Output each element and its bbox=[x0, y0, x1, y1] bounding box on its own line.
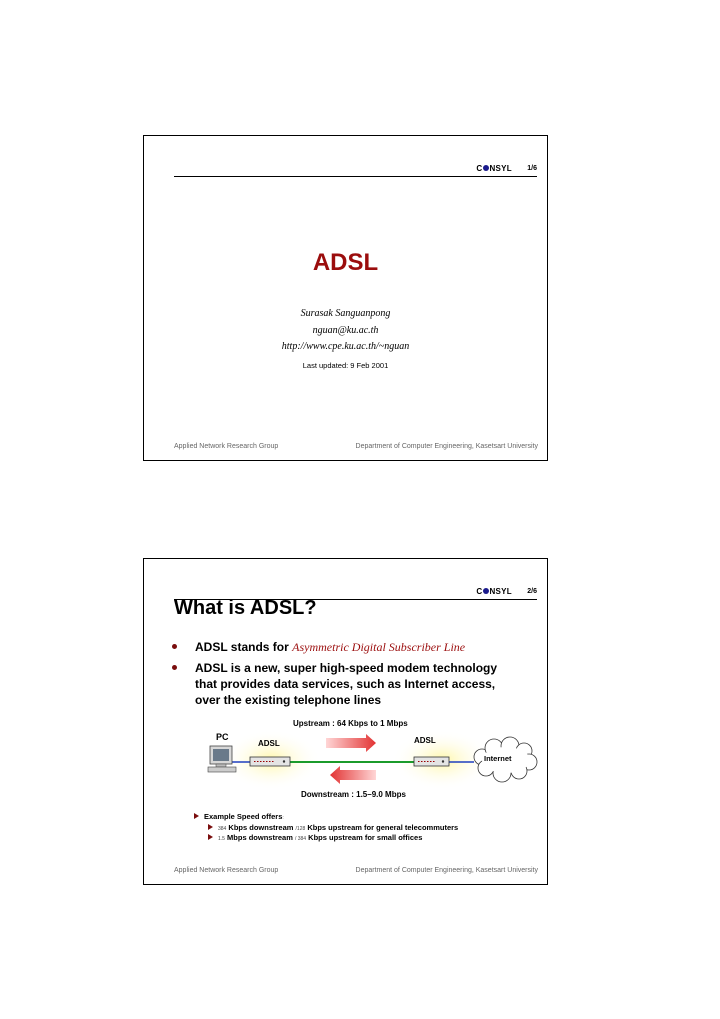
downstream-arrow-icon bbox=[330, 766, 376, 784]
page-number: 1/6 bbox=[527, 165, 537, 172]
example-speed-offer-2: 1.5 Mbps downstream / 384 Kbps upstream for small offices bbox=[208, 833, 422, 842]
upstream-arrow-icon bbox=[326, 734, 376, 752]
triangle-bullet-icon bbox=[208, 824, 213, 830]
last-updated: Last updated: 9 Feb 2001 bbox=[302, 361, 389, 370]
bullet-text: ADSL is a new, super high-speed modem technology that provides data services, such as Internet access, over the existing telephone lines bbox=[195, 661, 498, 707]
adsl-modem-left-icon bbox=[250, 757, 290, 766]
adsl-modem-left-label: ADSL bbox=[258, 739, 280, 748]
example-speed-heading: Example Speed offers: bbox=[194, 812, 284, 821]
page-number: 2/6 bbox=[527, 588, 537, 595]
footer-group: Applied Network Research Group bbox=[174, 443, 279, 450]
adsl-modem-right-label: ADSL bbox=[414, 736, 436, 745]
slide-2 bbox=[143, 558, 548, 885]
slide-title: What is ADSL? bbox=[174, 597, 317, 619]
footer-department: Department of Computer Engineering, Kasetsart University bbox=[355, 867, 538, 874]
downstream-label: Downstream : 1.5–9.0 Mbps bbox=[301, 790, 406, 799]
pc-label: PC bbox=[216, 732, 229, 742]
slide-1 bbox=[143, 135, 548, 461]
consyl-logo: C NSYL bbox=[476, 164, 512, 173]
internet-label: Internet bbox=[484, 754, 512, 763]
adsl-modem-right-icon bbox=[414, 757, 449, 766]
author-url: http://www.cpe.ku.ac.th/~nguan bbox=[281, 341, 410, 352]
bullet-text: ADSL stands for bbox=[195, 640, 293, 654]
footer-department: Department of Computer Engineering, Kasetsart University bbox=[355, 443, 538, 450]
upstream-label: Upstream : 64 Kbps to 1 Mbps bbox=[293, 719, 408, 728]
footer-group: Applied Network Research Group bbox=[174, 867, 279, 874]
triangle-bullet-icon bbox=[194, 813, 199, 819]
pc-icon bbox=[208, 746, 236, 772]
triangle-bullet-icon bbox=[208, 834, 213, 840]
adsl-full-name: Asymmetric Digital Subscriber Line bbox=[292, 640, 466, 654]
author-name: Surasak Sanguanpong bbox=[300, 308, 391, 319]
slide-header bbox=[174, 164, 537, 177]
example-speed-offer-1: 384 Kbps downstream /128 Kbps upstream for general telecommuters bbox=[208, 823, 458, 832]
consyl-logo: C NSYL bbox=[476, 587, 512, 596]
slide-title: ADSL bbox=[312, 249, 379, 276]
author-email: nguan@ku.ac.th bbox=[312, 325, 379, 336]
